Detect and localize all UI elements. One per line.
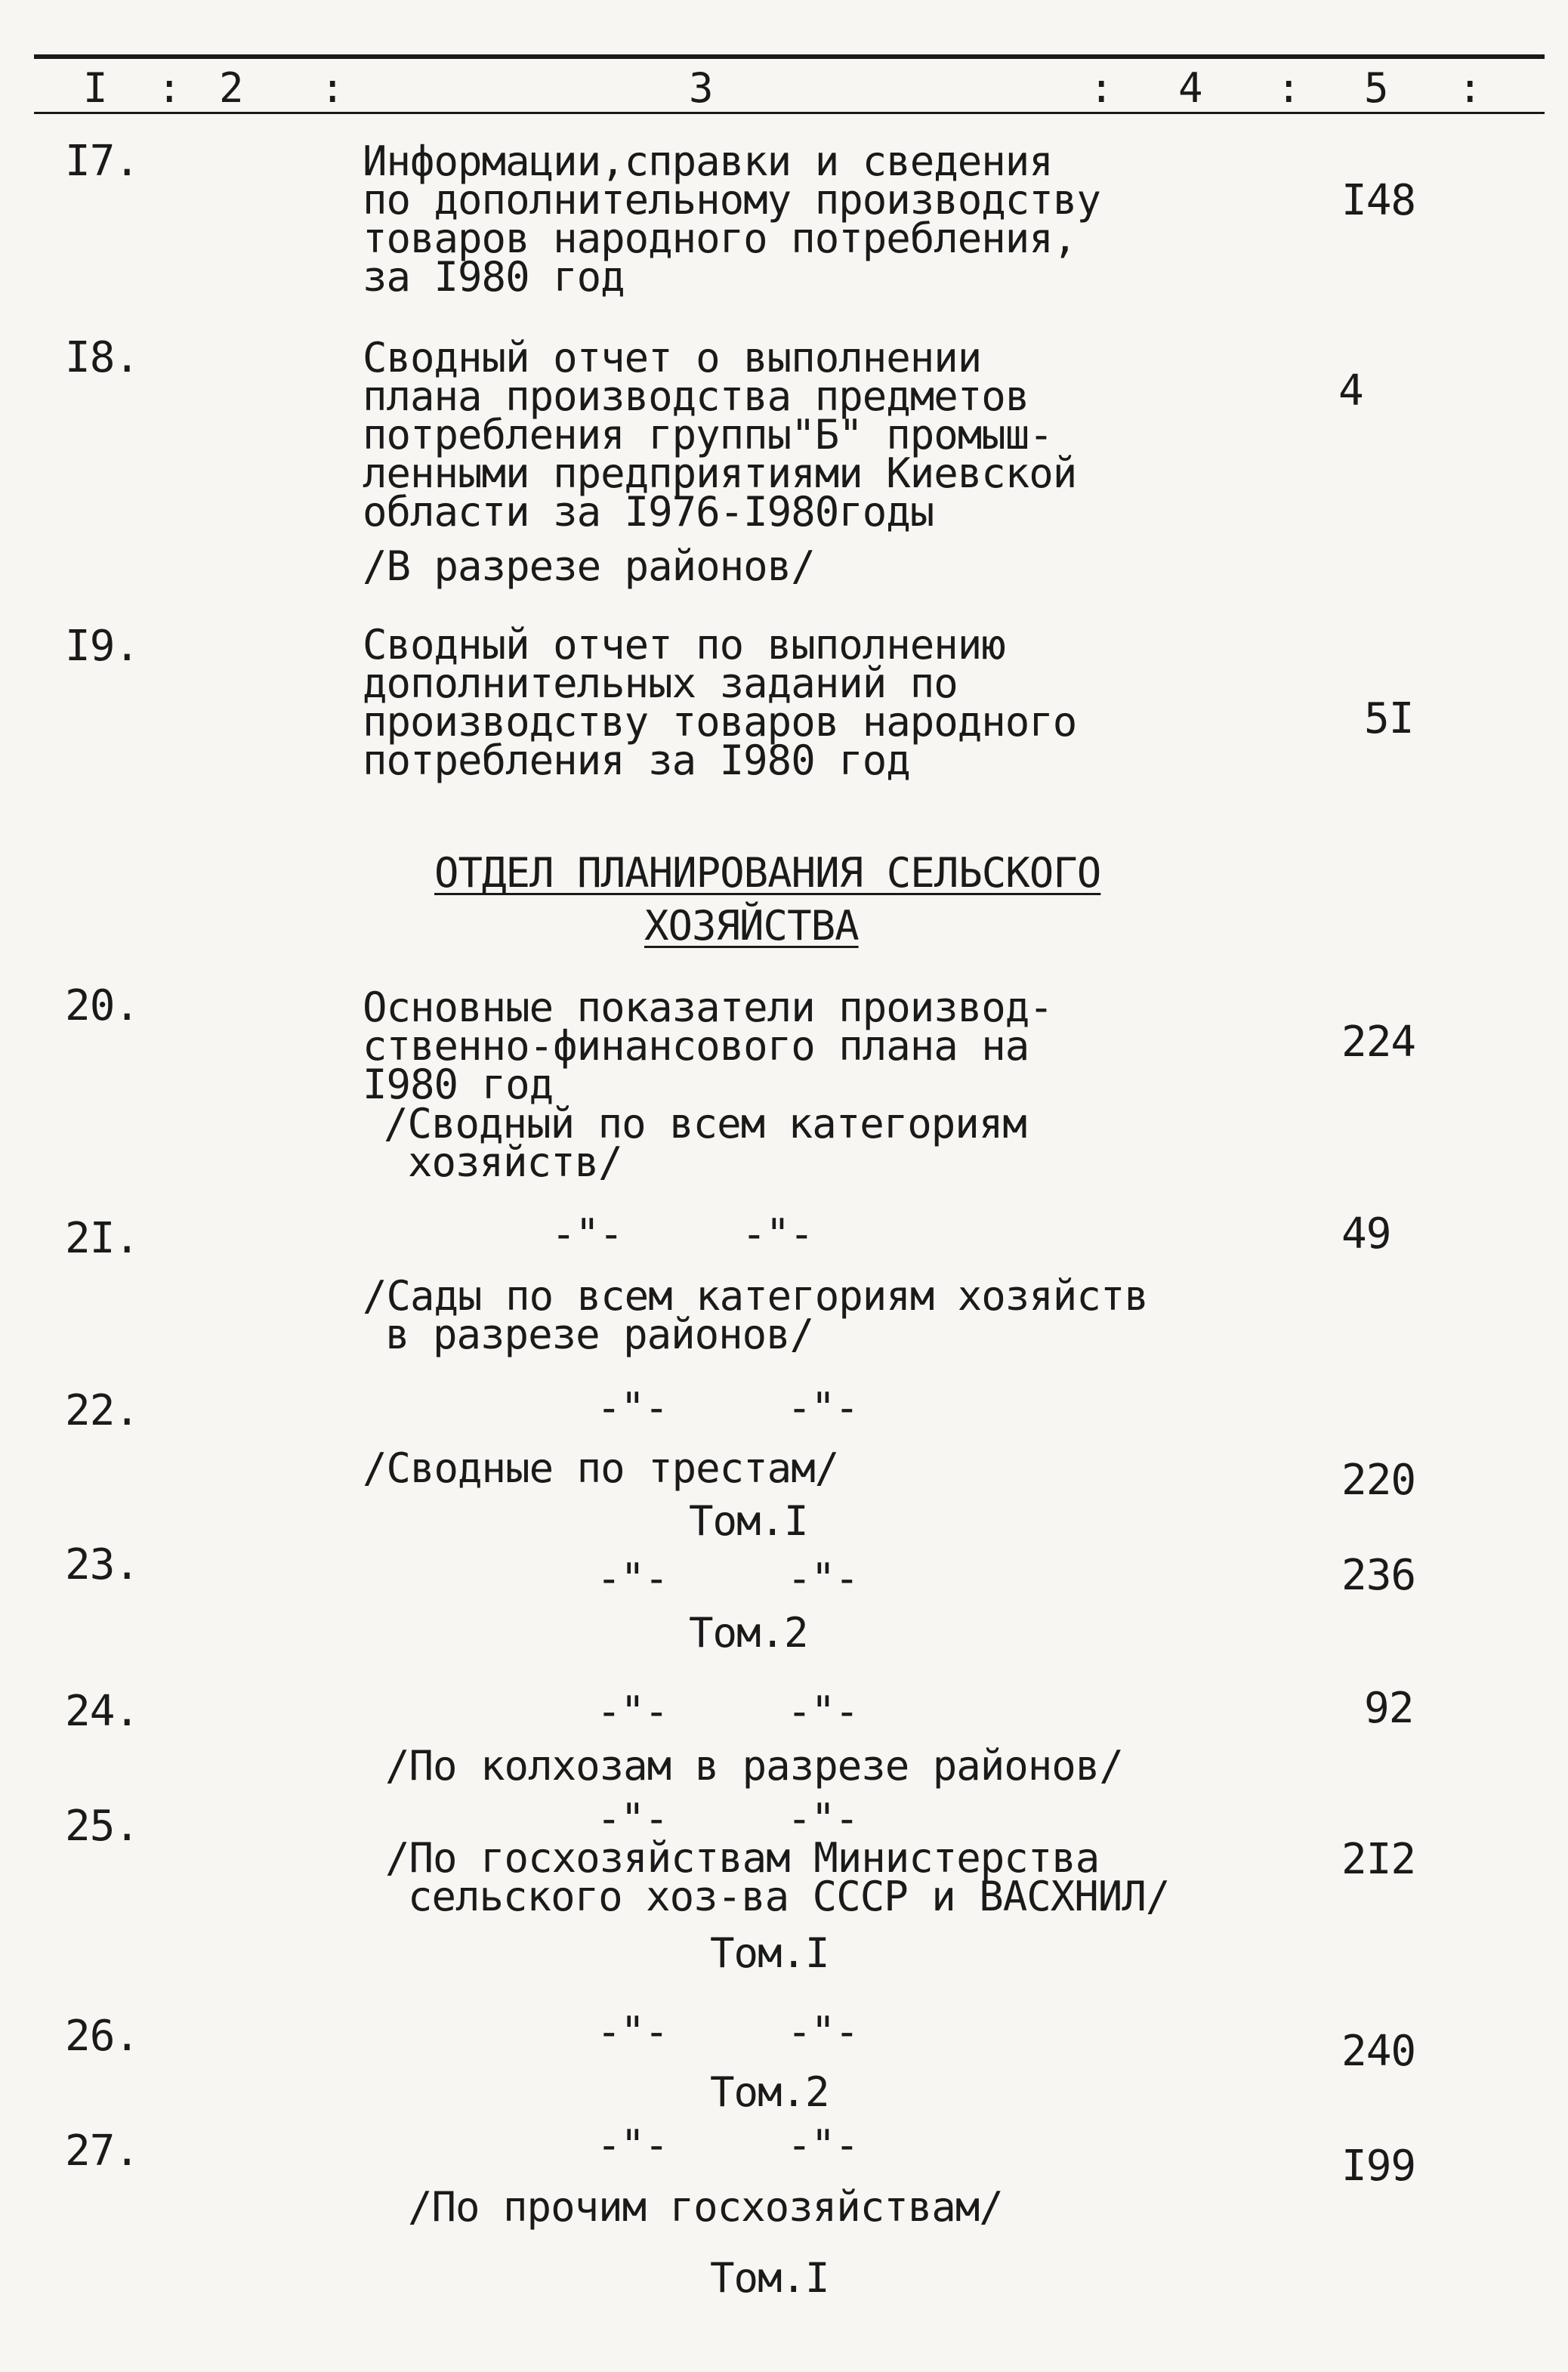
- col-sep-5: :: [1458, 64, 1483, 112]
- entry-note: /По госхозяйствам Министерства: [385, 1834, 1100, 1882]
- ditto-marks: -"- -"-: [597, 1688, 859, 1735]
- entry-number: 22.: [65, 1386, 140, 1435]
- top-rule: [34, 54, 1545, 59]
- entry-text-line: Основные показатели производ-: [363, 984, 1053, 1031]
- col-header-5: 5: [1364, 64, 1389, 112]
- entry-text-line: ленными предприятиями Киевской: [363, 449, 1077, 497]
- entry-number: 27.: [65, 2126, 140, 2176]
- entry-text-line: потребления за I980 год: [363, 737, 910, 784]
- volume-label: Том.I: [689, 1497, 808, 1545]
- entry-note: хозяйств/: [408, 1138, 622, 1186]
- ditto-marks: -"- -"-: [597, 1795, 859, 1842]
- entry-value: I48: [1341, 176, 1416, 225]
- col-sep-3: :: [1089, 64, 1114, 112]
- entry-number: I9.: [65, 622, 140, 671]
- entry-number: 26.: [65, 2012, 140, 2061]
- entry-note: /Сводные по трестам/: [363, 1444, 839, 1492]
- ditto-marks: -"- -"-: [597, 2008, 859, 2055]
- entry-text-line: дополнительных заданий по: [363, 659, 958, 707]
- section-heading: ОТДЕЛ ПЛАНИРОВАНИЯ СЕЛЬСКОГО: [434, 849, 1101, 897]
- entry-value: 220: [1341, 1456, 1416, 1505]
- entry-value: 224: [1341, 1018, 1416, 1067]
- entry-text-line: по дополнительному производству: [363, 176, 1100, 224]
- entry-text-line: потребления группы"Б" промыш-: [363, 411, 1053, 459]
- entry-value: 240: [1341, 2027, 1416, 2076]
- volume-label: Том.2: [710, 2068, 829, 2116]
- entry-number: 23.: [65, 1540, 140, 1589]
- entry-text-line: ственно-финансового плана на: [363, 1022, 1029, 1070]
- entry-value: 92: [1364, 1684, 1414, 1733]
- ditto-marks: -"- -"-: [597, 1555, 859, 1602]
- ditto-marks: -"- -"-: [597, 2121, 859, 2169]
- entry-value: I99: [1341, 2142, 1416, 2191]
- volume-label: Том.I: [710, 2254, 829, 2302]
- col-header-1: I: [83, 64, 108, 112]
- entry-note: сельского хоз-ва СССР и ВАСХНИЛ/: [408, 1873, 1170, 1920]
- ditto-marks: -"- -"-: [551, 1210, 813, 1258]
- entry-note: /По прочим госхозяйствам/: [408, 2183, 1003, 2231]
- volume-label: Том.I: [710, 1929, 829, 1977]
- volume-label: Том.2: [689, 1609, 808, 1657]
- entry-note: /По колхозам в разрезе районов/: [385, 1742, 1123, 1790]
- entry-text-line: товаров народного потребления,: [363, 215, 1077, 262]
- entry-value: 4: [1338, 366, 1363, 415]
- ditto-marks: -"- -"-: [597, 1384, 859, 1432]
- entry-value: 5I: [1364, 694, 1414, 743]
- entry-text-line: за I980 год: [363, 253, 625, 301]
- col-header-3: 3: [689, 64, 714, 112]
- entry-text-line: I980 год: [363, 1061, 554, 1108]
- entry-text-line: Сводный отчет о выполнении: [363, 334, 982, 381]
- entry-number: 20.: [65, 981, 140, 1030]
- entry-note: /Сводный по всем категориям: [384, 1100, 1026, 1147]
- entry-value: 236: [1341, 1551, 1416, 1600]
- col-sep-1: :: [157, 64, 182, 112]
- col-header-2: 2: [219, 64, 244, 112]
- header-bottom-rule: [34, 112, 1545, 114]
- col-sep-4: :: [1276, 64, 1301, 112]
- entry-value: 2I2: [1341, 1835, 1416, 1884]
- section-heading: ХОЗЯЙСТВА: [644, 902, 859, 950]
- entry-number: I7.: [65, 137, 140, 186]
- entry-note: /В разрезе районов/: [363, 542, 815, 590]
- entry-note: /Сады по всем категориям хозяйств: [363, 1272, 1148, 1320]
- entry-number: 24.: [65, 1687, 140, 1736]
- entry-value: 49: [1341, 1209, 1391, 1259]
- entry-text-line: Сводный отчет по выполнению: [363, 621, 1005, 669]
- entry-number: 25.: [65, 1802, 140, 1851]
- entry-number: I8.: [65, 333, 140, 382]
- entry-text-line: производству товаров народного: [363, 698, 1077, 746]
- entry-text-line: плана производства предметов: [363, 372, 1029, 420]
- col-sep-2: :: [320, 64, 345, 112]
- col-header-4: 4: [1178, 64, 1203, 112]
- entry-text-line: Информации,справки и сведения: [363, 137, 1053, 185]
- entry-text-line: области за I976-I980годы: [363, 488, 934, 536]
- entry-note: в разрезе районов/: [385, 1311, 814, 1358]
- entry-number: 2I.: [65, 1214, 140, 1263]
